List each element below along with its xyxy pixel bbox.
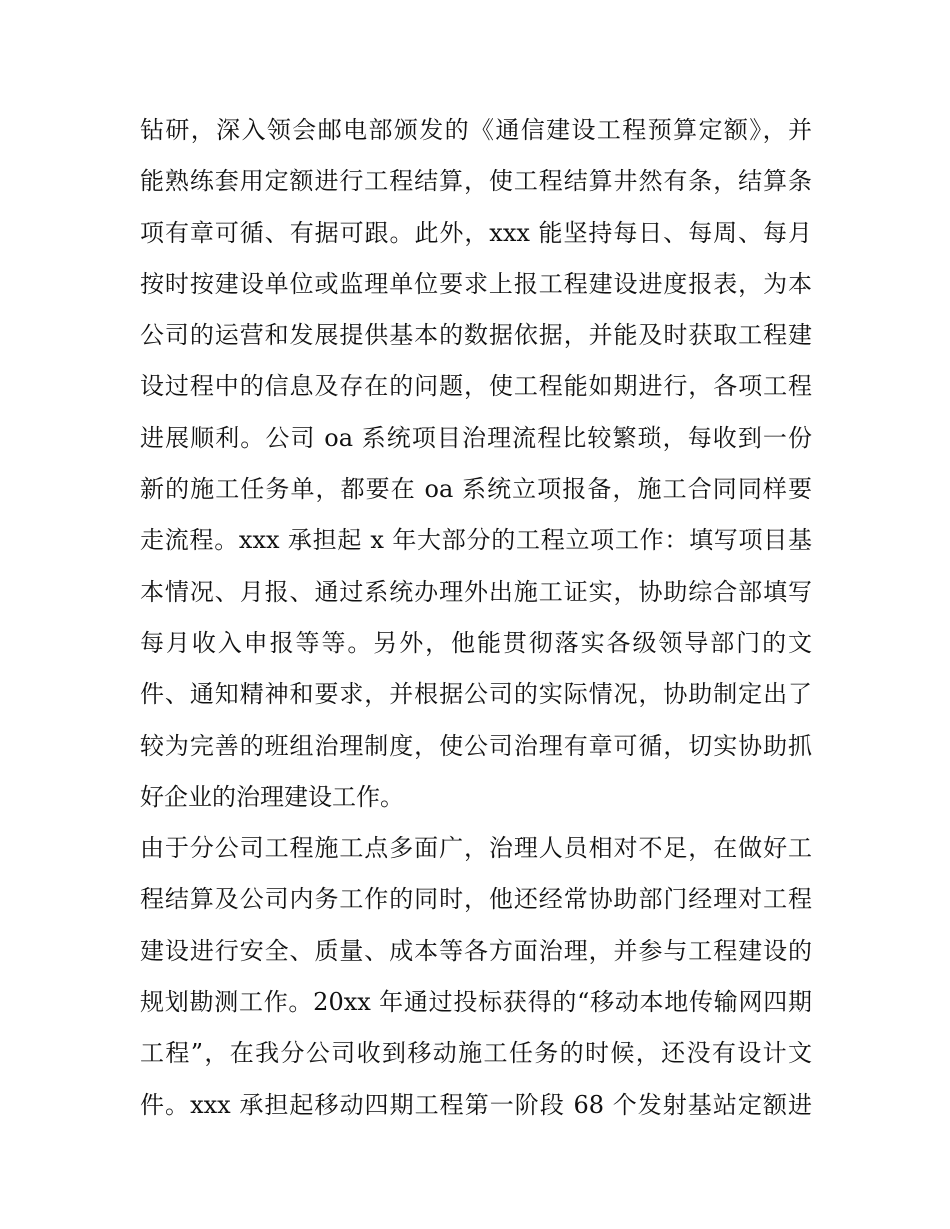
text-line: 项有章可循、有据可跟。此外，xxx 能坚持每日、每周、每月 xyxy=(140,218,812,247)
text-line: 能熟练套用定额进行工程结算，使工程结算井然有条，结算条 xyxy=(140,167,812,196)
document-body xyxy=(140,105,812,1131)
text-line: 由于分公司工程施工点多面广，治理人员相对不足，在做好工 xyxy=(140,834,812,863)
text-line: 公司的运营和发展提供基本的数据依据，并能及时获取工程建 xyxy=(140,321,812,350)
text-line: 走流程。xxx 承担起 x 年大部分的工程立项工作：填写项目基 xyxy=(140,526,812,555)
text-line: 规划勘测工作。20xx 年通过投标获得的“移动本地传输网四期 xyxy=(140,988,812,1017)
text-line: 每月收入申报等等。另外，他能贯彻落实各级领导部门的文 xyxy=(140,628,812,657)
text-line: 较为完善的班组治理制度，使公司治理有章可循，切实协助抓 xyxy=(140,731,812,760)
text-line: 钻研，深入领会邮电部颁发的《通信建设工程预算定额》，并 xyxy=(140,116,812,144)
text-line: 工程”，在我分公司收到移动施工任务的时候，还没有设计文 xyxy=(140,1039,812,1068)
paragraph-2 xyxy=(140,823,812,1131)
text-line-last: 好企业的治理建设工作。 xyxy=(140,782,404,811)
text-line: 设过程中的信息及存在的问题，使工程能如期进行，各项工程 xyxy=(140,372,812,401)
text-line: 程结算及公司内务工作的同时，他还经常协助部门经理对工程 xyxy=(140,885,812,914)
text-line: 建设进行安全、质量、成本等各方面治理，并参与工程建设的 xyxy=(140,936,812,965)
text-line: 件、通知精神和要求，并根据公司的实际情况，协助制定出了 xyxy=(140,680,812,709)
paragraph-1 xyxy=(140,105,812,823)
text-line: 件。xxx 承担起移动四期工程第一阶段 68 个发射基站定额进 xyxy=(140,1090,812,1119)
text-line: 本情况、月报、通过系统办理外出施工证实，协助综合部填写 xyxy=(140,577,812,606)
text-line: 新的施工任务单，都要在 oa 系统立项报备，施工合同同样要 xyxy=(140,475,812,504)
text-line: 按时按建设单位或监理单位要求上报工程建设进度报表，为本 xyxy=(140,269,812,298)
text-line: 进展顺利。公司 oa 系统项目治理流程比较繁琐，每收到一份 xyxy=(140,423,812,452)
